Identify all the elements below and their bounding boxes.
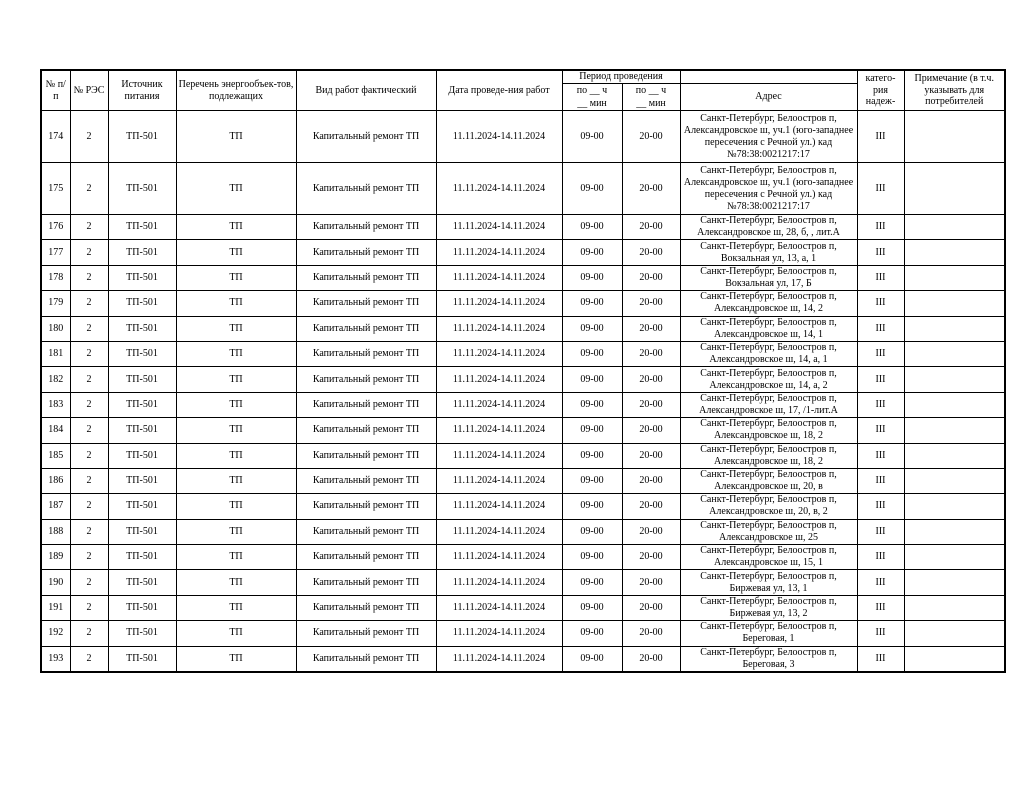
cell-source: ТП-501: [108, 519, 176, 544]
cell-date: 11.11.2024-14.11.2024: [436, 418, 562, 443]
cell-note: [904, 215, 1005, 240]
cell-note: [904, 316, 1005, 341]
cell-num: 185: [41, 443, 70, 468]
header-from-hours: по __ ч: [576, 85, 608, 96]
cell-object: ТП: [176, 621, 296, 646]
cell-note: [904, 468, 1005, 493]
cell-to: 20-00: [622, 519, 680, 544]
table-row: [41, 570, 1005, 595]
cell-num: 175: [41, 163, 70, 215]
cell-from: 09-00: [562, 570, 622, 595]
cell-source: ТП-501: [108, 570, 176, 595]
table-row: [41, 291, 1005, 316]
cell-work: Капитальный ремонт ТП: [296, 215, 436, 240]
cell-date: 11.11.2024-14.11.2024: [436, 621, 562, 646]
cell-category: III: [857, 392, 904, 417]
cell-to: 20-00: [622, 215, 680, 240]
header-work: Вид работ фактический: [296, 70, 436, 111]
table-row: [41, 367, 1005, 392]
cell-address: Санкт-Петербург, Белоостров п, Александровское ш, 20, в, 2: [680, 494, 857, 519]
cell-category: III: [857, 111, 904, 163]
header-objects: Перечень энергообъек-тов, подлежащих: [176, 70, 296, 111]
cell-num: 190: [41, 570, 70, 595]
cell-source: ТП-501: [108, 443, 176, 468]
cell-to: 20-00: [622, 163, 680, 215]
cell-to: 20-00: [622, 291, 680, 316]
table-row: [41, 163, 1005, 215]
cell-object: ТП: [176, 646, 296, 672]
cell-work: Капитальный ремонт ТП: [296, 240, 436, 265]
cell-object: ТП: [176, 341, 296, 366]
cell-note: [904, 392, 1005, 417]
cell-work: Капитальный ремонт ТП: [296, 341, 436, 366]
cell-source: ТП-501: [108, 341, 176, 366]
cell-category: III: [857, 595, 904, 620]
cell-res: 2: [70, 468, 108, 493]
cell-work: Капитальный ремонт ТП: [296, 163, 436, 215]
cell-work: Капитальный ремонт ТП: [296, 494, 436, 519]
cell-num: 174: [41, 111, 70, 163]
cell-note: [904, 163, 1005, 215]
cell-category: III: [857, 265, 904, 290]
cell-category: III: [857, 291, 904, 316]
header-num: № п/п: [41, 70, 70, 111]
cell-source: ТП-501: [108, 392, 176, 417]
cell-date: 11.11.2024-14.11.2024: [436, 240, 562, 265]
cell-source: ТП-501: [108, 367, 176, 392]
cell-object: ТП: [176, 163, 296, 215]
cell-address: Санкт-Петербург, Белоостров п, Александровское ш, 18, 2: [680, 418, 857, 443]
cell-address: Санкт-Петербург, Белоостров п, Вокзальная ул, 17, Б: [680, 265, 857, 290]
cell-res: 2: [70, 316, 108, 341]
cell-date: 11.11.2024-14.11.2024: [436, 595, 562, 620]
cell-address: Санкт-Петербург, Белоостров п, Биржевая ул, 13, 1: [680, 570, 857, 595]
cell-work: Капитальный ремонт ТП: [296, 646, 436, 672]
cell-category: III: [857, 240, 904, 265]
cell-source: ТП-501: [108, 646, 176, 672]
cell-work: Капитальный ремонт ТП: [296, 418, 436, 443]
cell-object: ТП: [176, 595, 296, 620]
cell-address: Санкт-Петербург, Белоостров п, Александровское ш, уч.1 (юго-западнее пересечения с Речной ул.) кад №78:38:0021217:17: [680, 163, 857, 215]
cell-source: ТП-501: [108, 111, 176, 163]
cell-num: 181: [41, 341, 70, 366]
cell-work: Капитальный ремонт ТП: [296, 111, 436, 163]
cell-to: 20-00: [622, 443, 680, 468]
cell-object: ТП: [176, 570, 296, 595]
cell-num: 187: [41, 494, 70, 519]
cell-category: III: [857, 494, 904, 519]
cell-res: 2: [70, 265, 108, 290]
cell-category: III: [857, 215, 904, 240]
cell-object: ТП: [176, 316, 296, 341]
cell-to: 20-00: [622, 341, 680, 366]
cell-category: III: [857, 418, 904, 443]
header-category: катего-рия надеж-: [857, 70, 904, 111]
cell-address: Санкт-Петербург, Белоостров п, Александровское ш, уч.1 (юго-западнее пересечения с Речной ул.) кад №78:38:0021217:17: [680, 111, 857, 163]
cell-category: III: [857, 341, 904, 366]
cell-from: 09-00: [562, 316, 622, 341]
cell-res: 2: [70, 392, 108, 417]
cell-res: 2: [70, 595, 108, 620]
header-address: Адрес: [680, 84, 857, 111]
header-from-minutes: __ мин: [577, 98, 607, 109]
cell-from: 09-00: [562, 545, 622, 570]
cell-to: 20-00: [622, 265, 680, 290]
cell-res: 2: [70, 418, 108, 443]
cell-source: ТП-501: [108, 545, 176, 570]
cell-source: ТП-501: [108, 468, 176, 493]
cell-note: [904, 595, 1005, 620]
cell-from: 09-00: [562, 367, 622, 392]
cell-date: 11.11.2024-14.11.2024: [436, 392, 562, 417]
cell-to: 20-00: [622, 570, 680, 595]
cell-res: 2: [70, 163, 108, 215]
table-row: [41, 265, 1005, 290]
header-period-to: [622, 84, 680, 111]
cell-note: [904, 646, 1005, 672]
cell-address: Санкт-Петербург, Белоостров п, Биржевая ул, 13, 2: [680, 595, 857, 620]
cell-date: 11.11.2024-14.11.2024: [436, 316, 562, 341]
cell-date: 11.11.2024-14.11.2024: [436, 163, 562, 215]
table-row: [41, 519, 1005, 544]
cell-category: III: [857, 163, 904, 215]
cell-work: Капитальный ремонт ТП: [296, 291, 436, 316]
cell-date: 11.11.2024-14.11.2024: [436, 519, 562, 544]
table-row: [41, 494, 1005, 519]
cell-object: ТП: [176, 265, 296, 290]
table-row: [41, 646, 1005, 672]
cell-note: [904, 545, 1005, 570]
cell-source: ТП-501: [108, 316, 176, 341]
cell-work: Капитальный ремонт ТП: [296, 519, 436, 544]
cell-category: III: [857, 646, 904, 672]
cell-to: 20-00: [622, 468, 680, 493]
cell-date: 11.11.2024-14.11.2024: [436, 570, 562, 595]
cell-category: III: [857, 443, 904, 468]
cell-note: [904, 494, 1005, 519]
cell-res: 2: [70, 646, 108, 672]
table-row: [41, 341, 1005, 366]
cell-object: ТП: [176, 494, 296, 519]
cell-res: 2: [70, 519, 108, 544]
cell-from: 09-00: [562, 418, 622, 443]
cell-from: 09-00: [562, 621, 622, 646]
cell-source: ТП-501: [108, 240, 176, 265]
cell-date: 11.11.2024-14.11.2024: [436, 443, 562, 468]
table-row: [41, 443, 1005, 468]
cell-address: Санкт-Петербург, Белоостров п, Береговая, 3: [680, 646, 857, 672]
cell-to: 20-00: [622, 240, 680, 265]
cell-note: [904, 418, 1005, 443]
cell-num: 184: [41, 418, 70, 443]
cell-address: Санкт-Петербург, Белоостров п, Александровское ш, 28, б, , лит.А: [680, 215, 857, 240]
cell-to: 20-00: [622, 367, 680, 392]
table-body: [41, 111, 1005, 673]
cell-category: III: [857, 545, 904, 570]
header-to-hours: по __ ч: [635, 85, 667, 96]
cell-res: 2: [70, 111, 108, 163]
table-row: [41, 621, 1005, 646]
cell-from: 09-00: [562, 163, 622, 215]
cell-object: ТП: [176, 443, 296, 468]
cell-source: ТП-501: [108, 595, 176, 620]
cell-num: 183: [41, 392, 70, 417]
cell-address: Санкт-Петербург, Белоостров п, Александровское ш, 14, 1: [680, 316, 857, 341]
cell-num: 182: [41, 367, 70, 392]
cell-date: 11.11.2024-14.11.2024: [436, 265, 562, 290]
cell-num: 192: [41, 621, 70, 646]
cell-to: 20-00: [622, 595, 680, 620]
cell-object: ТП: [176, 392, 296, 417]
cell-object: ТП: [176, 215, 296, 240]
cell-address: Санкт-Петербург, Белоостров п, Александровское ш, 20, в: [680, 468, 857, 493]
cell-note: [904, 291, 1005, 316]
cell-address: Санкт-Петербург, Белоостров п, Александровское ш, 14, а, 2: [680, 367, 857, 392]
cell-num: 188: [41, 519, 70, 544]
cell-from: 09-00: [562, 341, 622, 366]
cell-from: 09-00: [562, 240, 622, 265]
cell-res: 2: [70, 341, 108, 366]
table-header: [41, 70, 1005, 111]
header-period-from: [562, 84, 622, 111]
table-row: [41, 392, 1005, 417]
cell-from: 09-00: [562, 443, 622, 468]
cell-address: Санкт-Петербург, Белоостров п, Береговая, 1: [680, 621, 857, 646]
cell-from: 09-00: [562, 111, 622, 163]
cell-object: ТП: [176, 240, 296, 265]
cell-address: Санкт-Петербург, Белоостров п, Александровское ш, 17, /1-лит.А: [680, 392, 857, 417]
table-row: [41, 240, 1005, 265]
cell-res: 2: [70, 443, 108, 468]
cell-work: Капитальный ремонт ТП: [296, 265, 436, 290]
cell-res: 2: [70, 215, 108, 240]
cell-source: ТП-501: [108, 265, 176, 290]
header-to-minutes: __ мин: [636, 98, 666, 109]
table-row: [41, 468, 1005, 493]
cell-note: [904, 621, 1005, 646]
cell-work: Капитальный ремонт ТП: [296, 316, 436, 341]
header-blank: [680, 70, 857, 84]
cell-res: 2: [70, 367, 108, 392]
cell-num: 177: [41, 240, 70, 265]
cell-category: III: [857, 570, 904, 595]
cell-note: [904, 570, 1005, 595]
cell-source: ТП-501: [108, 621, 176, 646]
cell-address: Санкт-Петербург, Белоостров п, Александровское ш, 18, 2: [680, 443, 857, 468]
cell-source: ТП-501: [108, 215, 176, 240]
cell-object: ТП: [176, 545, 296, 570]
cell-from: 09-00: [562, 215, 622, 240]
cell-work: Капитальный ремонт ТП: [296, 468, 436, 493]
cell-note: [904, 341, 1005, 366]
cell-date: 11.11.2024-14.11.2024: [436, 341, 562, 366]
cell-from: 09-00: [562, 595, 622, 620]
cell-num: 180: [41, 316, 70, 341]
cell-note: [904, 443, 1005, 468]
cell-category: III: [857, 367, 904, 392]
table-row: [41, 418, 1005, 443]
cell-res: 2: [70, 621, 108, 646]
cell-object: ТП: [176, 418, 296, 443]
cell-source: ТП-501: [108, 163, 176, 215]
cell-num: 191: [41, 595, 70, 620]
cell-from: 09-00: [562, 519, 622, 544]
cell-work: Капитальный ремонт ТП: [296, 392, 436, 417]
cell-res: 2: [70, 291, 108, 316]
cell-date: 11.11.2024-14.11.2024: [436, 111, 562, 163]
cell-work: Капитальный ремонт ТП: [296, 367, 436, 392]
table-row: [41, 545, 1005, 570]
cell-to: 20-00: [622, 621, 680, 646]
cell-num: 179: [41, 291, 70, 316]
cell-date: 11.11.2024-14.11.2024: [436, 291, 562, 316]
table-row: [41, 215, 1005, 240]
cell-num: 176: [41, 215, 70, 240]
cell-from: 09-00: [562, 646, 622, 672]
cell-num: 189: [41, 545, 70, 570]
cell-note: [904, 240, 1005, 265]
cell-object: ТП: [176, 519, 296, 544]
table-row: [41, 316, 1005, 341]
outage-schedule-sheet: [40, 69, 1004, 673]
cell-category: III: [857, 468, 904, 493]
cell-date: 11.11.2024-14.11.2024: [436, 545, 562, 570]
cell-date: 11.11.2024-14.11.2024: [436, 215, 562, 240]
cell-note: [904, 367, 1005, 392]
cell-source: ТП-501: [108, 494, 176, 519]
cell-from: 09-00: [562, 265, 622, 290]
cell-num: 186: [41, 468, 70, 493]
cell-object: ТП: [176, 111, 296, 163]
header-res: № РЭС: [70, 70, 108, 111]
cell-category: III: [857, 519, 904, 544]
cell-object: ТП: [176, 367, 296, 392]
cell-date: 11.11.2024-14.11.2024: [436, 646, 562, 672]
outage-schedule-table: [40, 69, 1006, 673]
cell-from: 09-00: [562, 392, 622, 417]
cell-to: 20-00: [622, 545, 680, 570]
table-row: [41, 595, 1005, 620]
cell-num: 178: [41, 265, 70, 290]
cell-date: 11.11.2024-14.11.2024: [436, 468, 562, 493]
cell-address: Санкт-Петербург, Белоостров п, Вокзальная ул, 13, а, 1: [680, 240, 857, 265]
cell-category: III: [857, 316, 904, 341]
cell-to: 20-00: [622, 418, 680, 443]
cell-to: 20-00: [622, 316, 680, 341]
header-note: Примечание (в т.ч. указывать для потребителей: [904, 70, 1005, 111]
header-source: Источник питания: [108, 70, 176, 111]
cell-res: 2: [70, 545, 108, 570]
cell-work: Капитальный ремонт ТП: [296, 621, 436, 646]
cell-note: [904, 111, 1005, 163]
cell-note: [904, 265, 1005, 290]
header-period: Период проведения: [562, 70, 680, 84]
cell-date: 11.11.2024-14.11.2024: [436, 367, 562, 392]
cell-from: 09-00: [562, 291, 622, 316]
cell-address: Санкт-Петербург, Белоостров п, Александровское ш, 15, 1: [680, 545, 857, 570]
cell-source: ТП-501: [108, 291, 176, 316]
cell-note: [904, 519, 1005, 544]
cell-to: 20-00: [622, 646, 680, 672]
cell-object: ТП: [176, 468, 296, 493]
header-date: Дата проведе-ния работ: [436, 70, 562, 111]
cell-from: 09-00: [562, 468, 622, 493]
cell-address: Санкт-Петербург, Белоостров п, Александровское ш, 14, а, 1: [680, 341, 857, 366]
cell-res: 2: [70, 494, 108, 519]
cell-to: 20-00: [622, 392, 680, 417]
cell-from: 09-00: [562, 494, 622, 519]
cell-res: 2: [70, 240, 108, 265]
table-row: [41, 111, 1005, 163]
cell-work: Капитальный ремонт ТП: [296, 595, 436, 620]
cell-to: 20-00: [622, 111, 680, 163]
cell-date: 11.11.2024-14.11.2024: [436, 494, 562, 519]
cell-work: Капитальный ремонт ТП: [296, 545, 436, 570]
cell-address: Санкт-Петербург, Белоостров п, Александровское ш, 14, 2: [680, 291, 857, 316]
cell-to: 20-00: [622, 494, 680, 519]
cell-num: 193: [41, 646, 70, 672]
cell-object: ТП: [176, 291, 296, 316]
cell-address: Санкт-Петербург, Белоостров п, Александровское ш, 25: [680, 519, 857, 544]
cell-res: 2: [70, 570, 108, 595]
cell-work: Капитальный ремонт ТП: [296, 443, 436, 468]
cell-source: ТП-501: [108, 418, 176, 443]
cell-work: Капитальный ремонт ТП: [296, 570, 436, 595]
cell-category: III: [857, 621, 904, 646]
